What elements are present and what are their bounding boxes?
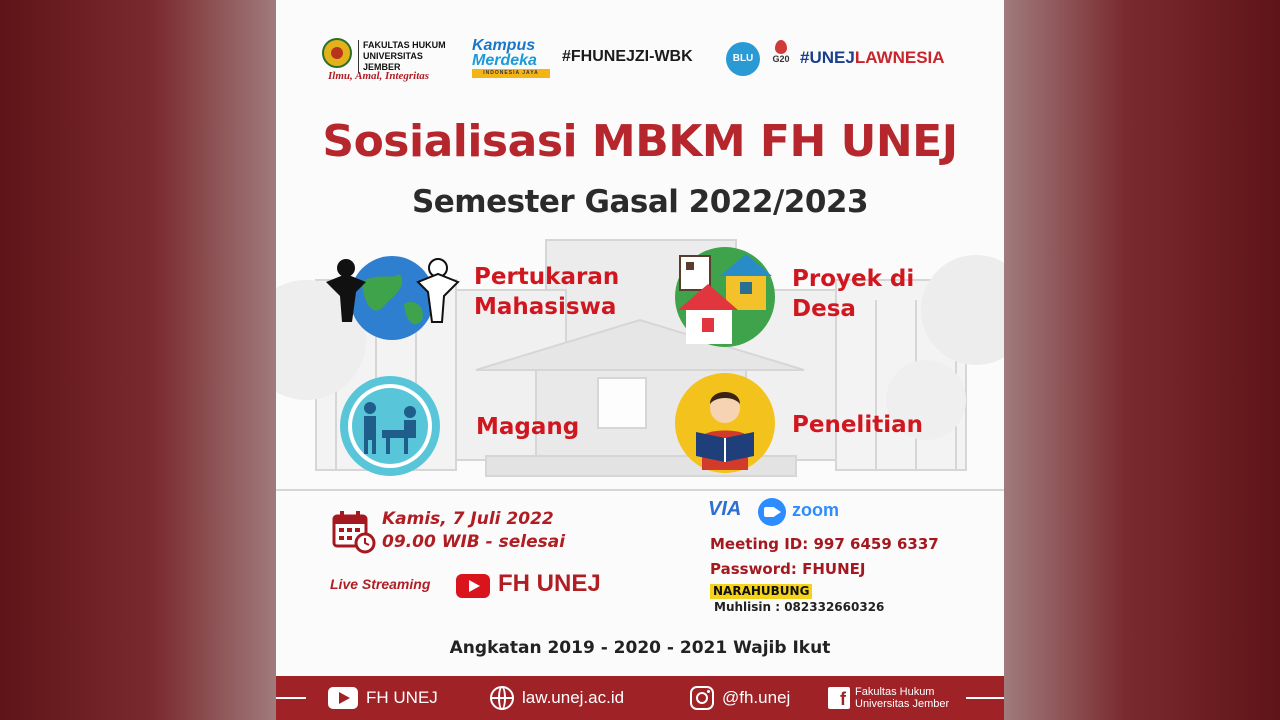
footer-instagram[interactable] xyxy=(690,676,790,720)
university-emblem-icon xyxy=(322,38,352,68)
footer-bar xyxy=(276,676,1004,720)
g20-emblem-icon xyxy=(775,40,787,54)
calendar-clock-icon xyxy=(332,510,376,554)
program-internship xyxy=(338,374,598,478)
footer-facebook-label: Fakultas Hukum Universitas Jember xyxy=(855,686,950,710)
kampus-line2: Merdeka xyxy=(472,52,537,69)
live-streaming-label: Live Streaming xyxy=(330,576,431,592)
zoom-brand: zoom xyxy=(792,500,839,520)
meeting-id: Meeting ID: 997 6459 6337 xyxy=(710,535,939,553)
contact-person: Muhlisin : 082332660326 xyxy=(714,600,885,614)
program-label-line1: Pertukaran xyxy=(474,264,620,290)
hashtag-wbk: #FHUNEJZI-WBK xyxy=(562,48,693,65)
g20-label: G20 xyxy=(772,54,790,64)
faculty-name-line1: FAKULTAS HUKUM xyxy=(363,40,446,50)
youtube-icon xyxy=(328,687,358,709)
event-time: 09.00 WIB - selesai xyxy=(382,532,566,552)
globe-icon xyxy=(490,686,514,710)
program-label-line1: Proyek di xyxy=(792,266,915,292)
cohort-notice: Angkatan 2019 - 2020 - 2021 Wajib Ikut xyxy=(449,638,831,658)
youtube-icon xyxy=(456,574,490,598)
program-label-line2: Mahasiswa xyxy=(474,294,617,320)
research-reading-icon xyxy=(674,372,776,474)
zoom-camera-icon xyxy=(758,498,786,526)
instagram-icon xyxy=(690,686,714,710)
poster-subtitle: Semester Gasal 2022/2023 xyxy=(411,184,869,220)
program-label-line1: Penelitian xyxy=(792,412,923,438)
facebook-icon: f xyxy=(828,687,850,709)
blu-logo: BLU xyxy=(726,42,760,76)
program-label-line2: Desa xyxy=(792,296,856,322)
internship-office-icon xyxy=(338,374,442,478)
program-label-line1: Magang xyxy=(476,414,580,440)
zoom-info xyxy=(708,494,968,614)
faculty-logo xyxy=(322,36,462,86)
via-label: VIA xyxy=(708,498,742,520)
faculty-motto: Ilmu, Amal, Integritas xyxy=(328,70,430,82)
program-research xyxy=(674,372,964,476)
footer-divider-left xyxy=(276,697,306,699)
event-schedule xyxy=(332,508,592,558)
program-student-exchange xyxy=(322,252,642,348)
kampus-merdeka-logo xyxy=(472,38,550,78)
faculty-name-line2: UNIVERSITAS JEMBER xyxy=(363,51,423,72)
footer-instagram-label: @fh.unej xyxy=(722,688,791,707)
poster-title: Sosialisasi MBKM FH UNEJ xyxy=(322,116,958,167)
hashtag-unej: #UNEJ xyxy=(800,48,855,67)
footer-youtube[interactable] xyxy=(328,676,438,720)
g20-logo xyxy=(770,40,792,76)
hashtag-lawnesia: LAWNESIA xyxy=(854,48,945,67)
event-poster xyxy=(276,0,1004,720)
kampus-line1: Kampus xyxy=(472,37,536,54)
hashtag-unejlawnesia xyxy=(800,48,945,68)
contact-label: NARAHUBUNG xyxy=(710,584,812,599)
header-logos xyxy=(276,36,1004,86)
footer-website-label: law.unej.ac.id xyxy=(522,688,625,707)
kampus-tagline: INDONESIA JAYA xyxy=(472,69,550,78)
footer-facebook[interactable] xyxy=(828,676,949,720)
live-channel-name: FH UNEJ xyxy=(498,570,601,597)
live-streaming xyxy=(330,570,630,604)
program-village-project xyxy=(672,244,962,354)
village-houses-icon xyxy=(672,244,778,350)
footer-website[interactable] xyxy=(490,676,624,720)
event-date: Kamis, 7 Juli 2022 xyxy=(382,509,554,529)
student-exchange-globe-icon xyxy=(322,252,462,348)
footer-divider-right xyxy=(966,697,1004,699)
footer-youtube-label: FH UNEJ xyxy=(366,688,438,707)
meeting-password: Password: FHUNEJ xyxy=(710,560,866,578)
